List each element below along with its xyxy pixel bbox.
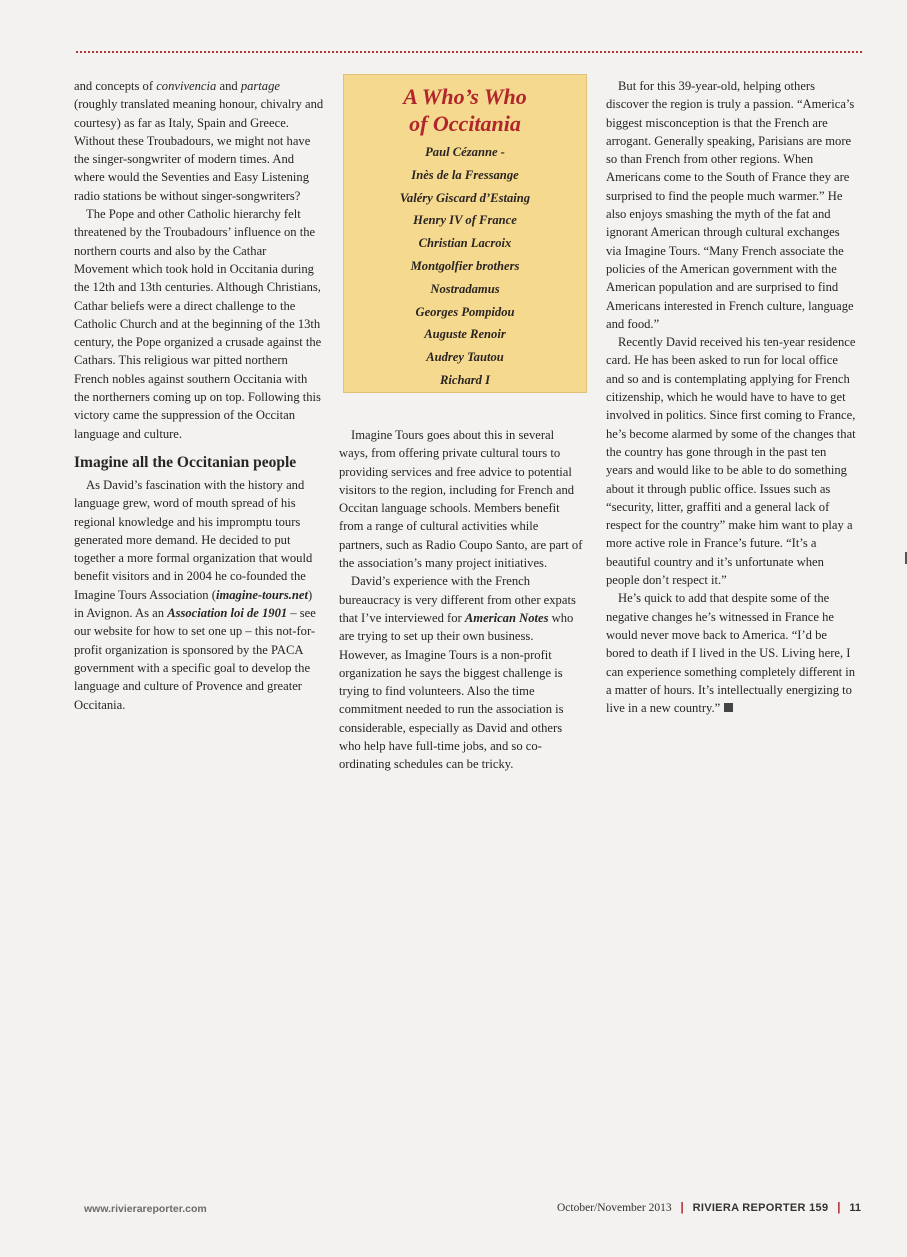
body-text: who are trying to set up their own business. However, as Imagine Tours is a non-profit organization he says the biggest challenge is trying to find volunteers. Also the time commitment needed to run the association is considerable, especially as David and others who help have full-time jobs, and so co-ordinating schedules can be tricky. <box>339 610 574 772</box>
sidebar-title-line-1: A Who’s Who <box>403 84 527 109</box>
column3-paragraph-3 <box>606 589 856 717</box>
column2-paragraph-2 <box>339 572 585 773</box>
footer-separator-bar: | <box>837 1202 841 1214</box>
sidebar-name: Nostradamus <box>430 281 500 296</box>
body-text: As David’s fascination with the history and language grew, word of mouth spread of his regional knowledge and his impromptu tours generated more demand. He decided to put together a more formal organization that would benefit visitors and in 2004 he co-founded the Imagine Tours Association ( <box>74 477 313 602</box>
article-column-3 <box>606 77 856 717</box>
sidebar-name: Henry IV of France <box>413 213 517 228</box>
footer-publication: RIVIERA REPORTER 159 <box>692 1202 829 1214</box>
column2-paragraph-1: Imagine Tours goes about this in several ways, from offering private cultural tours to providing services and free advice to potential visitors to the region, including for French and Occitan language schools. Members benefit from a range of cultural activities while partners, such as Radio Coupo Santo, are part of the association’s many project initiatives. <box>339 428 583 571</box>
sidebar-title-line-2: of Occitania <box>409 111 521 136</box>
end-of-article-square-icon <box>724 703 733 712</box>
emphasis-text: partage <box>240 79 280 93</box>
emphasis-text: imagine-tours.net <box>215 587 308 602</box>
emphasis-text: Association loi de 1901 <box>167 606 288 621</box>
footer-date: October/November 2013 <box>556 1202 672 1214</box>
article-column-1 <box>74 77 324 714</box>
sidebar-name: Inès de la Fressange <box>411 167 519 182</box>
sidebar-name: Montgolfier brothers <box>410 258 520 273</box>
column3-paragraph-1: But for this 39-year-old, helping others discover the region is truly a passion. “America’s biggest misconception is that the French are arrogant. Generally speaking, Parisians are more so than French from other regions. When Americans come to the South of France they are surprised to find the people much warmer.” He also enjoys smashing the myth of the fat and ignorant American through cultural exchanges via Imagine Tours. “Many French associate the policies of the American government with the American population and are surprised to find Americans interested in French culture, language and food.” <box>606 79 855 331</box>
body-text: and concepts of <box>74 79 157 93</box>
body-text: (roughly translated meaning honour, chivalry and courtesy) as far as Italy, Spain and Greece. Without these Troubadours, we might not have the singer-songwriter of modern times. And where would the Seventies and Easy Listening radio stations be without singer-songwriters? <box>74 97 324 203</box>
body-text: – see our website for how to set one up – this not-for-profit organization is sponsored by the PACA government with a specific goal to develop the language and culture of Provence and greater Occitania. <box>74 606 316 712</box>
column1-paragraph-3 <box>74 476 324 714</box>
section-heading: Imagine all the Occitanian people <box>74 453 297 471</box>
column1-paragraph-2: The Pope and other Catholic hierarchy felt threatened by the Troubadours’ influence on the northern courts and also by the Cathar Movement which took hold in Occitania during the 12th and 13th centuries. Although Christians, Cathar beliefs were a direct challenge to the Catholic Church and at the beginning of the 13th century, the Pope organized a crusade against the Cathars. This religious war pitted northern French nobles against southern Occitania with the northerners coming up on top. Following this victory came the suppression of the Occitan language and culture. <box>74 207 322 441</box>
column1-paragraph-1 <box>74 77 324 205</box>
emphasis-text: convivencia <box>156 79 217 93</box>
article-column-2 <box>339 426 585 774</box>
footer-page-number: 11 <box>849 1202 861 1214</box>
body-text: David’s experience with the French bureaucracy is very different from other expats that I’ve interviewed for <box>339 574 576 625</box>
sidebar-name: Auguste Renoir <box>424 327 506 342</box>
footer-separator-bar: | <box>680 1202 684 1214</box>
sidebar-name: Audrey Tautou <box>426 350 504 365</box>
sidebar-name: Christian Lacroix <box>418 236 512 251</box>
sidebar-name: Paul Cézanne - <box>425 145 505 159</box>
body-text: and <box>216 79 241 93</box>
sidebar-name: Georges Pompidou <box>415 304 515 319</box>
sidebar-name: Valéry Giscard d’Estaing <box>399 190 531 205</box>
emphasis-text: American Notes <box>464 610 549 625</box>
header-dotted-rule <box>76 51 862 53</box>
sidebar-title <box>344 83 586 137</box>
whos-who-sidebar <box>343 74 587 393</box>
sidebar-name: Richard I <box>439 372 491 387</box>
footer-website: www.rivierareporter.com <box>84 1203 207 1215</box>
column3-paragraph-3-text: He’s quick to add that despite some of the negative changes he’s witnessed in France he would never move back to America. “I’d be bored to death if I lived in the US. Living here, I can experience something completely different in a matter of hours. It’s intellectually energizing to live in a new country.” <box>606 591 856 716</box>
sidebar-name-list <box>344 141 586 392</box>
column3-paragraph-2: Recently David received his ten-year residence card. He has been asked to run for local office and so and is contemplating applying for French citizenship, which he would have to have to get involved in politics. Since first coming to France, he’s become alarmed by some of the changes that the country has gone through in the past ten years and would like to be able to do something about it through public office. Issues such as “security, litter, graffiti and a general lack of respect for the country” make him want to play a more active role in France’s future. “It’s a beautiful country and it’s unfortunate when people don’t respect it.” <box>606 335 856 588</box>
footer-folio <box>557 1202 861 1214</box>
body-text: ) in Avignon. As an <box>74 587 313 621</box>
